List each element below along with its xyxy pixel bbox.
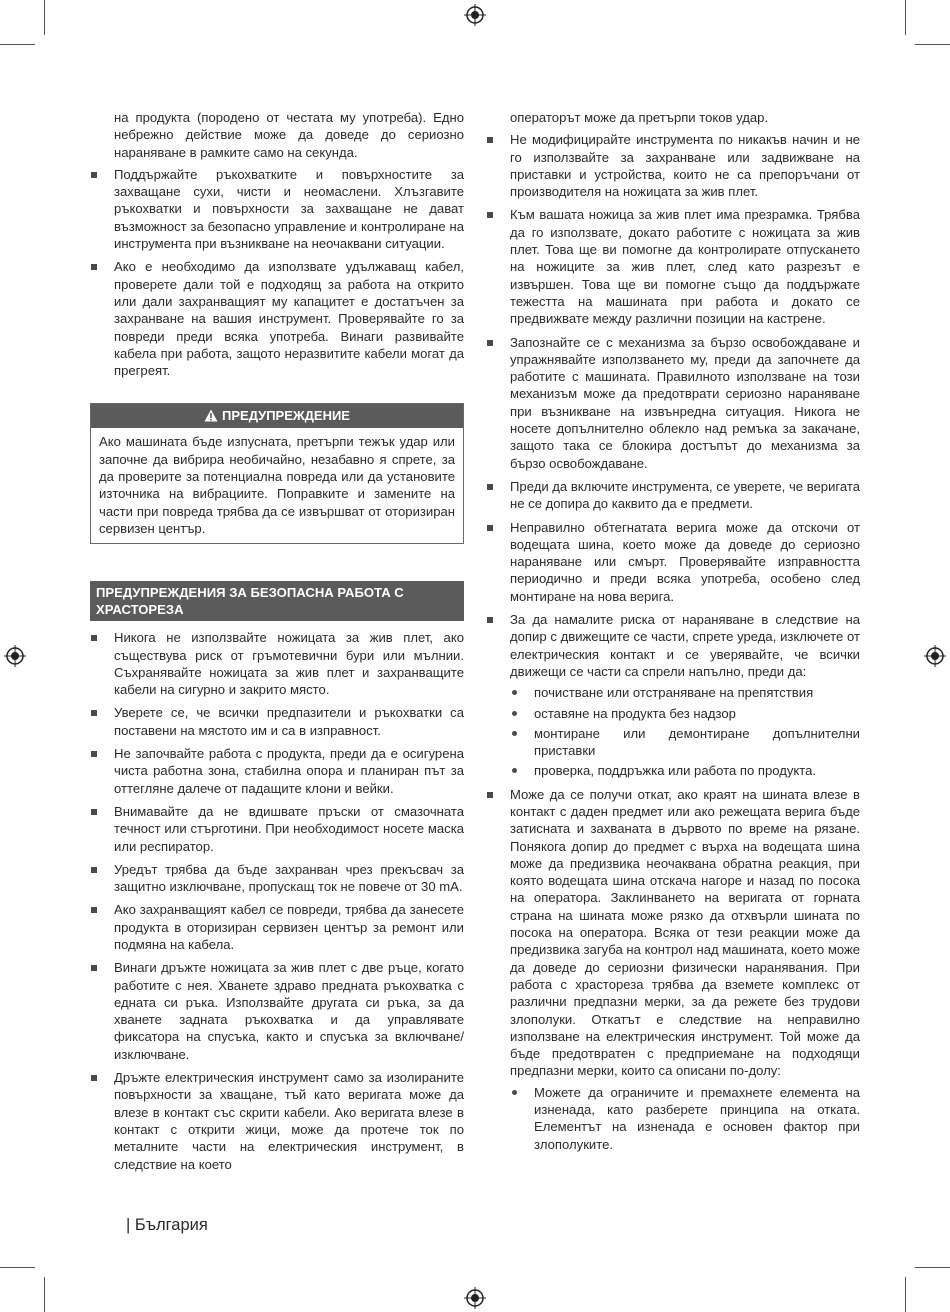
list-item: Към вашата ножица за жив плет има презрамка. Трябва да го използвате, докато работите с ножицата за жив плет. Това ще ви помогне да контролирате отпускането на ножиците за жив плет, след като разрезът е извършен. Това ще ви помогне също да поддържате тежестта на машината при работа и докато се предвижвате между различни позиции на кастрене. — [486, 206, 860, 327]
list-item: Уредът трябва да бъде захранван чрез прекъсвач за защитно изключване, пропускащ ток не повече от 30 mA. — [90, 861, 464, 896]
crop-mark — [44, 0, 45, 35]
list-item — [486, 611, 860, 780]
list-item: Преди да включите инструмента, се уверете, че веригата не се допира до каквито да е предмети. — [486, 478, 860, 513]
warning-text: Ако машината бъде изпусната, претърпи тежък удар или започне да вибрира необичайно, незабавно я спрете, за да проверите за потенциална повреда или да установите източника на вибрациите. Поправките и замените на части при повреда трябва да се извършват от оторизиран сервизен център. — [99, 434, 455, 536]
right-column — [486, 109, 860, 1159]
list-item: Ако е необходимо да използвате удължаващ кабел, проверете дали той е подходящ за работа на открито или дали захранващият му капацитет е достатъчен за захранване на вашия инструмент. Проверявайте го за повреди преди всяка употреба. Винаги развивайте кабела при работа, защото неразвитите кабели могат да прегреят. — [90, 258, 464, 379]
crop-mark — [915, 1267, 950, 1268]
sub-list-item: почистване или отстраняване на препятствия — [510, 684, 860, 701]
registration-mark-icon — [464, 4, 486, 26]
list-item-text: За да намалите риска от нараняване в следствие на допир с движещите се части, спрете уреда, изключете от електрическия контакт и се уверявайте, че всички движещи се части са спрели напълно, преди да: — [510, 612, 860, 679]
list-item: Внимавайте да не вдишвате пръски от смазочната течност или стърготини. При необходимост носете маска или респиратор. — [90, 803, 464, 855]
list-item: Неправилно обтегнатата верига може да отскочи от водещата шина, което може да доведе до сериозно нараняване или смърт. Проверявайте изправността периодично и преди всяка употреба, особено след монтиране на нова верига. — [486, 519, 860, 605]
intro-paragraph: на продукта (породено от честата му употреба). Едно небрежно действие може да доведе до сериозно нараняване в рамките само на секунда. — [114, 110, 464, 160]
warning-box — [90, 403, 464, 544]
crop-mark — [905, 1277, 906, 1312]
list-item: Ако захранващият кабел се повреди, трябва да занесете продукта в оторизиран сервизен център за ремонт или подмяна на кабела. — [90, 901, 464, 953]
left-column — [90, 109, 464, 1179]
list-item: Запознайте се с механизма за бързо освобождаване и упражнявайте използването му, преди да започнете да работите с машината. Правилното използване на този механизъм може да предотврати сериозно нараняване при възникване на извънредна ситуация. Никога не носете допълнително облекло над ремъка за закачане, защото така се блокира достъпът до механизма за бързо освобождаване. — [486, 334, 860, 472]
bullet-list — [486, 131, 860, 1153]
registration-mark-icon — [4, 645, 26, 667]
list-item: Винаги дръжте ножицата за жив плет с две ръце, когато работите с нея. Хванете здраво предната ръкохватка с едната си ръка. Използвайте другата си ръка, за да хванете задната ръкохватка и да управлявате фиксатора на спусъка, както и спусъка за включване/изключване. — [90, 959, 464, 1063]
crop-mark — [0, 44, 35, 45]
list-item: Дръжте електрическия инструмент само за изолираните повърхности за хващане, тъй като веригата може да влезе в контакт със скрити кабели. Ако веригата влезе в контакт с открити жици, може да протече ток по металните части на електрическия инструмент, в следствие на което — [90, 1069, 464, 1173]
registration-mark-icon — [464, 1287, 486, 1309]
crop-mark — [0, 1267, 35, 1268]
footer-language: | България — [126, 1216, 208, 1234]
list-item: Никога не използвайте ножицата за жив плет, ако съществува риск от гръмотевични бури или мълнии. Съхранявайте ножицата за жив плет и захранващите кабели на сигурно и закрито място. — [90, 629, 464, 698]
sub-bullet-list — [510, 1084, 860, 1153]
sub-bullet-list — [510, 684, 860, 779]
sub-list-item: Можете да ограничите и премахнете елемента на изненада, като разберете принципа на отката. Елементът на изненада е основен фактор при злополуките. — [510, 1084, 860, 1153]
sub-list-item: монтиране или демонтиране допълнителни приставки — [510, 725, 860, 760]
bullet-list — [90, 166, 464, 380]
crop-mark — [44, 1277, 45, 1312]
crop-mark — [915, 44, 950, 45]
sub-list-item: проверка, поддръжка или работа по продукта. — [510, 762, 860, 779]
list-item: Не модифицирайте инструмента по никакъв начин и не го използвайте за захранване или задвижване на приставки и устройства, които не са препоръчани от производителя на ножицата за жив плет. — [486, 131, 860, 200]
list-item: Поддържайте ръкохватките и повърхностите за захващане сухи, чисти и неомаслени. Хлъзгавите ръкохватки и повърхности за захващане не дават възможност за безопасно управление и контролиране на инструмента при възникване на неочаквани ситуации. — [90, 166, 464, 252]
continued-paragraph: операторът може да претърпи токов удар. — [510, 110, 769, 125]
list-item: Уверете се, че всички предпазители и ръкохватки са поставени на мястото им и са в изправност. — [90, 704, 464, 739]
warning-triangle-icon — [204, 409, 218, 422]
list-item-text: Може да се получи откат, ако краят на шината влезе в контакт с даден предмет или ако режещата верига бъде затисната и захваната в дървото по време на рязане. Понякога допир до предмет с върха на водещата шина може да предизвика неочаквана обратна реакция, при която водещата шина отскача нагоре и назад по посока на оператора. Заклинването на веригата от горната страна на шината може рязко да отхвърли шината по посока на оператора. Всяка от тези реакции може да предизвика загуба на контрол над машината, което може да доведе до сериозни физически наранявания. При работа с храстореза трябва да вземете комплекс от различни предпазни мерки, за да режете без трудови злополуки. Откатът е следствие на неправилно използване на електрическия инструмент. Той може да бъде предотвратен с предприемане на подходящи предпазни мерки, които са описани по-долу: — [510, 786, 860, 1079]
warning-title: ПРЕДУПРЕЖДЕНИЕ — [222, 408, 350, 424]
sub-list-item: оставяне на продукта без надзор — [510, 705, 860, 722]
bullet-list — [90, 629, 464, 1173]
list-item: Не започвайте работа с продукта, преди да е осигурена чиста работна зона, стабилна опора и планиран път за оттегляне далече от падащите клони и вейки. — [90, 745, 464, 797]
registration-mark-icon — [924, 645, 946, 667]
list-item — [486, 786, 860, 1153]
crop-mark — [905, 0, 906, 35]
section-heading: ПРЕДУПРЕЖДЕНИЯ ЗА БЕЗОПАСНА РАБОТА С ХРАСТОРЕЗА — [90, 581, 464, 621]
warning-header — [91, 404, 463, 428]
